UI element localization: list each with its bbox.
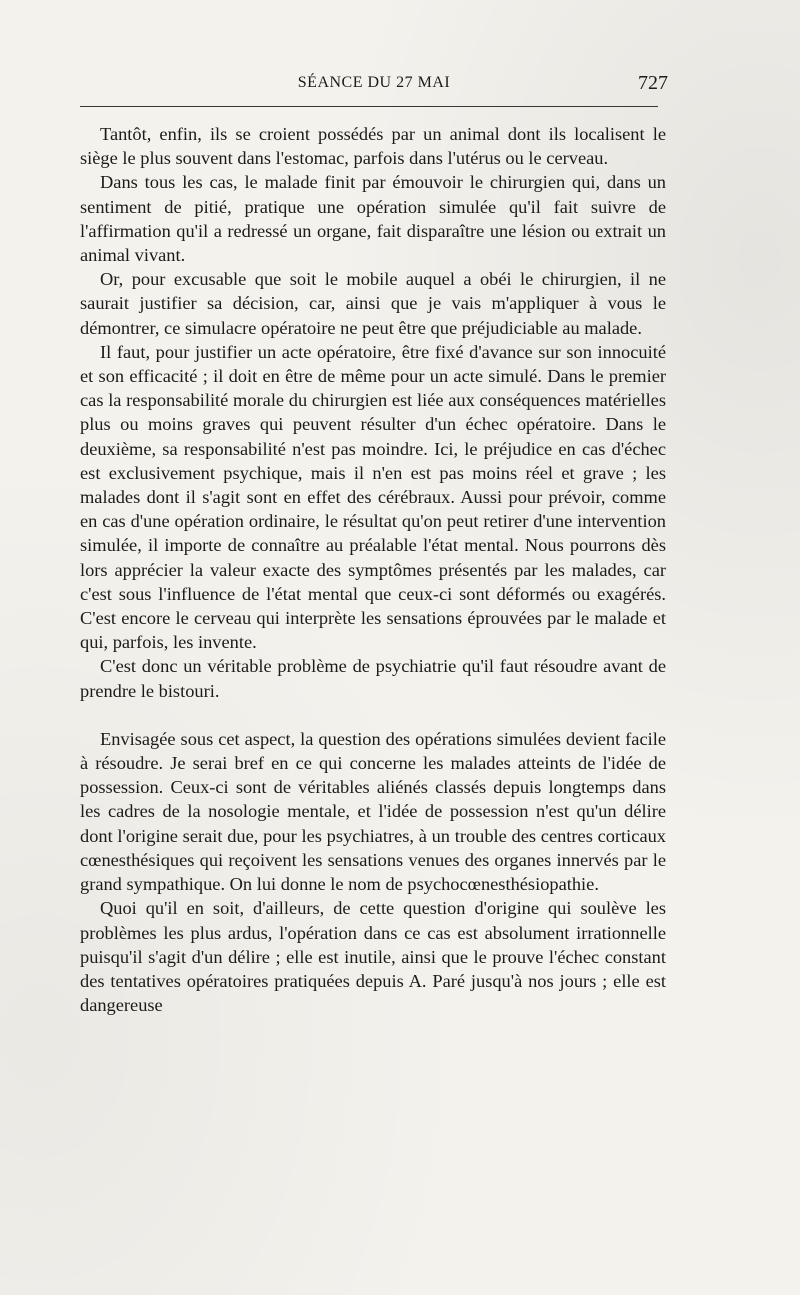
running-head-title: SÉANCE DU 27 MAI <box>297 74 451 91</box>
running-head <box>80 72 668 100</box>
paragraph: Il faut, pour justifier un acte opératoire, être fixé d'avance sur son innocuité et son efficacité ; il doit en être de même pour un acte simulé. Dans le premier cas la responsabilité morale du chirurgien est liée aux conséquences matérielles plus ou moins graves qui peuvent résulter d'un échec opératoire. Dans le deuxième, sa responsabilité n'est pas moindre. Ici, le préjudice en cas d'échec est exclusivement psychique, mais il n'en est pas moins réel et grave ; les malades dont il s'agit sont en effet des cérébraux. Aussi pour prévoir, comme en cas d'une opération ordinaire, le résultat qu'on peut retirer d'une intervention simulée, il importe de connaître au préalable l'état mental. Nous pourrons dès lors apprécier la valeur exacte des symptômes présentés par les malades, car c'est sous l'influence de l'état mental que ceux-ci sont déformés ou exagérés. C'est encore le cerveau qui interprète les sensations éprouvées par le malade et qui, parfois, les invente. <box>80 341 666 653</box>
body-text <box>80 122 666 1017</box>
paragraph: Quoi qu'il en soit, d'ailleurs, de cette question d'origine qui soulève les problèmes les plus ardus, l'opération dans ce cas est absolument irrationnelle puisqu'il s'agit d'un délire ; elle est inutile, ainsi que le prouve l'échec constant des tentatives opératoires pratiquées depuis A. Paré jusqu'à nos jours ; elle est dangereuse <box>80 898 666 1016</box>
header-rule <box>80 106 658 107</box>
paragraph: C'est donc un véritable problème de psychiatrie qu'il faut résoudre avant de prendre le bistouri. <box>80 656 666 701</box>
paragraph: Or, pour excusable que soit le mobile auquel a obéi le chirurgien, il ne saurait justifier sa décision, car, ainsi que je vais m'appliquer à vous le démontrer, ce simulacre opératoire ne peut être que préjudiciable au malade. <box>80 269 666 338</box>
page-number: 727 <box>638 72 668 94</box>
paragraph: Envisagée sous cet aspect, la question des opérations simulées devient facile à résoudre. Je serai bref en ce qui concerne les malades atteints de l'idée de possession. Ceux-ci sont de véritables aliénés classés depuis longtemps dans les cadres de la nosologie mentale, et l'idée de possession n'est qu'un délire dont l'origine serait due, pour les psychiatres, à un trouble des centres corticaux cœnesthésiques qui reçoivent les sensations venues des organes innervés par le grand sympathique. On lui donne le nom de psychocœnesthésiopathie. <box>80 728 666 895</box>
paragraph: Tantôt, enfin, ils se croient possédés par un animal dont ils localisent le siège le plus souvent dans l'estomac, parfois dans l'utérus ou le cerveau. <box>80 124 666 169</box>
paragraph: Dans tous les cas, le malade finit par émouvoir le chirurgien qui, dans un sentiment de pitié, pratique une opération simulée qu'il fait suivre de l'affirmation qu'il a redressé un organe, fait disparaître une lésion ou extrait un animal vivant. <box>80 172 666 266</box>
